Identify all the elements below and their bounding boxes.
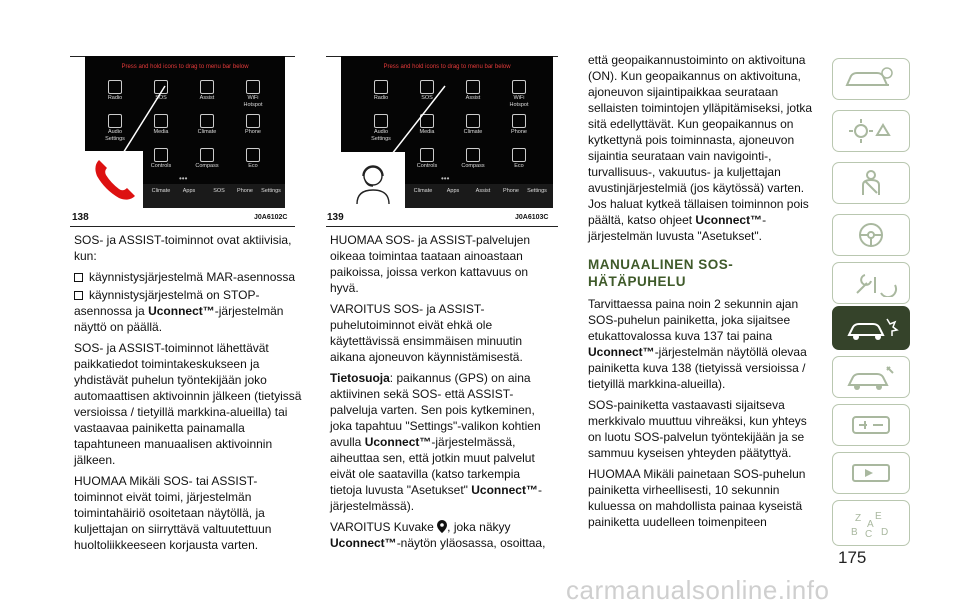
svg-text:Z: Z: [855, 513, 862, 524]
tile-controls: Controls: [407, 148, 447, 170]
tile-media: Media: [141, 114, 181, 136]
tile-controls: Controls: [141, 148, 181, 170]
tile-radio: Radio: [361, 80, 401, 102]
note: HUOMAA SOS- ja ASSIST-palvelujen oikeaa toimintaa taataan ainoastaan paikoissa, joissa verkon kattavuus on hyvä.: [330, 233, 531, 295]
bar-apps: Apps: [446, 188, 460, 194]
tile-climate: Climate: [453, 114, 493, 136]
tab-maintenance[interactable]: [832, 356, 910, 398]
steering-wheel-icon: [841, 221, 901, 249]
watermark: carmanualsonline.info: [566, 575, 830, 605]
tab-emergency[interactable]: [832, 306, 910, 350]
list-item: käynnistysjärjestelmä on STOP-asennossa ja Uconnect™-järjestelmän näyttö on päällä.: [74, 288, 284, 334]
paragraph: SOS- ja ASSIST-toiminnot lähettävät paikkatiedot toimintakeskukseen ja yhdistävät puhelun työntekijään joko automaattisen aktivoinnin jälkeen (tietyissä versioissa / tietyillä markkina-alueilla) tai vastaavaa painiketta painamalla tapahtuneen manuaalisen aktivoinnin jälkeen.: [74, 341, 302, 467]
service-car-icon: [841, 363, 901, 391]
bar-assist: Assist: [475, 188, 491, 194]
tile-radio: Radio: [95, 80, 135, 102]
figure-number: 139: [327, 212, 344, 223]
page-dots: •••: [179, 174, 188, 183]
tab-dashboard-lights[interactable]: [832, 110, 910, 152]
crash-car-icon: [841, 313, 901, 343]
tile-audio: Audio Settings: [95, 114, 135, 143]
bar-settings: Settings: [527, 188, 547, 194]
paragraph: Tietosuoja: paikannus (GPS) on aina aktiivinen sekä SOS- että ASSIST-palveluja varten. Sen pois kytkeminen, joka tapahtuu "Settings"-valikon kohtien avulla Uconnect™-järjestelmässä, aiheuttaa sen, että jotkin muut palvelut eivät ole saatavilla (katso tarkempia tietoja luvusta "Asetukset" Uconnect™-järjestelmässä).: [330, 371, 542, 513]
page-number: 175: [838, 548, 867, 567]
tab-car-info[interactable]: [832, 58, 910, 100]
location-pin-icon: [437, 520, 447, 533]
bar-phone: Phone: [503, 188, 519, 194]
tile-phone: Phone: [233, 114, 273, 136]
tab-safety[interactable]: [832, 162, 910, 204]
svg-text:D: D: [881, 527, 889, 538]
paragraph: SOS-painiketta vastaavasti sijaitseva merkkivalo muuttuu vihreäksi, kun yhteys on luotu SOS-palvelun työntekijään ja se sammuu kyseisen yhteyden päätyttyä.: [588, 398, 807, 460]
figure-139-screen: [341, 56, 553, 208]
figure-rule: [70, 226, 295, 227]
alphabet-index-icon: [841, 507, 901, 541]
page-dots: •••: [441, 174, 450, 183]
tab-maintenance-tools[interactable]: [832, 262, 910, 304]
bar-settings: Settings: [261, 188, 281, 194]
svg-text:B: B: [851, 527, 858, 538]
tile-wifi: WiFi Hotspot: [499, 80, 539, 109]
tile-eco: Eco: [233, 148, 273, 170]
bar-climate: Climate: [151, 188, 171, 194]
tab-multimedia[interactable]: [832, 452, 910, 494]
tab-index[interactable]: [832, 500, 910, 546]
svg-text:A: A: [867, 519, 874, 530]
figure-138-screen: [85, 56, 285, 208]
note: HUOMAA Mikäli painetaan SOS-puhelun painiketta virheellisesti, 10 sekunnin kuluessa on mahdollista painaa kyseistä painiketta uudelleen toimenpiteen: [588, 467, 806, 529]
figure-banner: Press and hold icons to drag to menu bar below: [383, 64, 511, 70]
svg-text:E: E: [875, 511, 882, 522]
callout-line: [341, 56, 553, 208]
tab-start-drive[interactable]: [832, 214, 910, 256]
tile-audio: Audio Settings: [361, 114, 401, 143]
figure-banner: Press and hold icons to drag to menu bar below: [121, 64, 249, 70]
column-1: [74, 232, 306, 558]
multimedia-icon: [841, 459, 901, 487]
svg-text:C: C: [865, 529, 873, 540]
callout-line: [85, 56, 285, 208]
square-bullet-icon: [74, 291, 83, 300]
figure-code: J0A6102C: [254, 214, 288, 221]
paragraph: Tarvittaessa paina noin 2 sekunnin ajan SOS-puhelun painiketta, joka sijaitsee etukattovalossa kuva 137 tai paina Uconnect™-järjestelmän näytöllä olevaa painiketta kuva 138 (tietyissä versioissa / tietyillä markkina-alueilla).: [588, 297, 807, 391]
tile-assist: Assist: [187, 80, 227, 102]
square-bullet-icon: [74, 273, 83, 282]
tile-climate: Climate: [187, 114, 227, 136]
tile-compass: Compass: [187, 148, 227, 170]
bar-apps: Apps: [182, 188, 196, 194]
note: HUOMAA Mikäli SOS- tai ASSIST-toiminnot eivät toimi, järjestelmän toimintahäiriö osoitetaan näytöllä, ja kuljettajan on siirryttävä valtuutettuun huoltoliikkeeseen korjausta varten.: [74, 474, 272, 552]
figure-code: J0A6103C: [515, 214, 549, 221]
paragraph: että geopaikannustoiminto on aktivoituna (ON). Kun geopaikannus on aktivoituna, ajoneuvon sijaintipaikkaa seurataan sellaisten toimintojen ylläpitämiseksi, jotka sitä edellyttävät. Kun geopaikannus on kytkettynä pois toiminnasta, ajoneuvon sijaintia seurataan vain navigointi-, turvallisuus-, vakuutus- ja kuljettajan avustinjärjestelmiä (jos käytössä) varten. Jos haluat kytkeä tällaisen toiminnon pois päältä, katso ohjeet Uconnect™-järjestelmän luvusta "Asetukset".: [588, 53, 813, 243]
tile-wifi: WiFi Hotspot: [233, 80, 273, 109]
tile-media: Media: [407, 114, 447, 136]
tools-icon: [841, 269, 901, 297]
tab-technical-data[interactable]: [832, 404, 910, 446]
warning: VAROITUS Kuvake , joka näkyy Uconnect™-näytön yläosassa, osoittaa,: [330, 520, 546, 550]
bar-sos: SOS: [213, 188, 225, 194]
paragraph: SOS- ja ASSIST-toiminnot ovat aktiivisia, kun:: [74, 233, 292, 263]
warning: VAROITUS SOS- ja ASSIST-puhelutoiminnot eivät ehkä ole käytettävissä ensimmäisen minuutin aikana ajoneuvon käynnistämisestä.: [330, 302, 523, 364]
car-info-icon: [841, 65, 901, 93]
tile-sos: SOS: [407, 80, 447, 102]
technical-data-icon: [841, 411, 901, 439]
tile-sos: SOS: [141, 80, 181, 102]
tile-compass: Compass: [453, 148, 493, 170]
figure-rule: [326, 226, 558, 227]
tile-eco: Eco: [499, 148, 539, 170]
tile-assist: Assist: [453, 80, 493, 102]
figure-number: 138: [72, 212, 89, 223]
column-3: [588, 52, 818, 535]
bar-phone: Phone: [237, 188, 253, 194]
seatbelt-icon: [841, 169, 901, 197]
warning-lights-icon: [841, 117, 901, 145]
tile-phone: Phone: [499, 114, 539, 136]
list-item: käynnistysjärjestelmä MAR-asennossa: [74, 269, 306, 285]
column-2: [330, 232, 555, 556]
section-heading: MANUAALINEN SOS-HÄTÄPUHELU: [588, 257, 734, 289]
bar-climate: Climate: [413, 188, 433, 194]
